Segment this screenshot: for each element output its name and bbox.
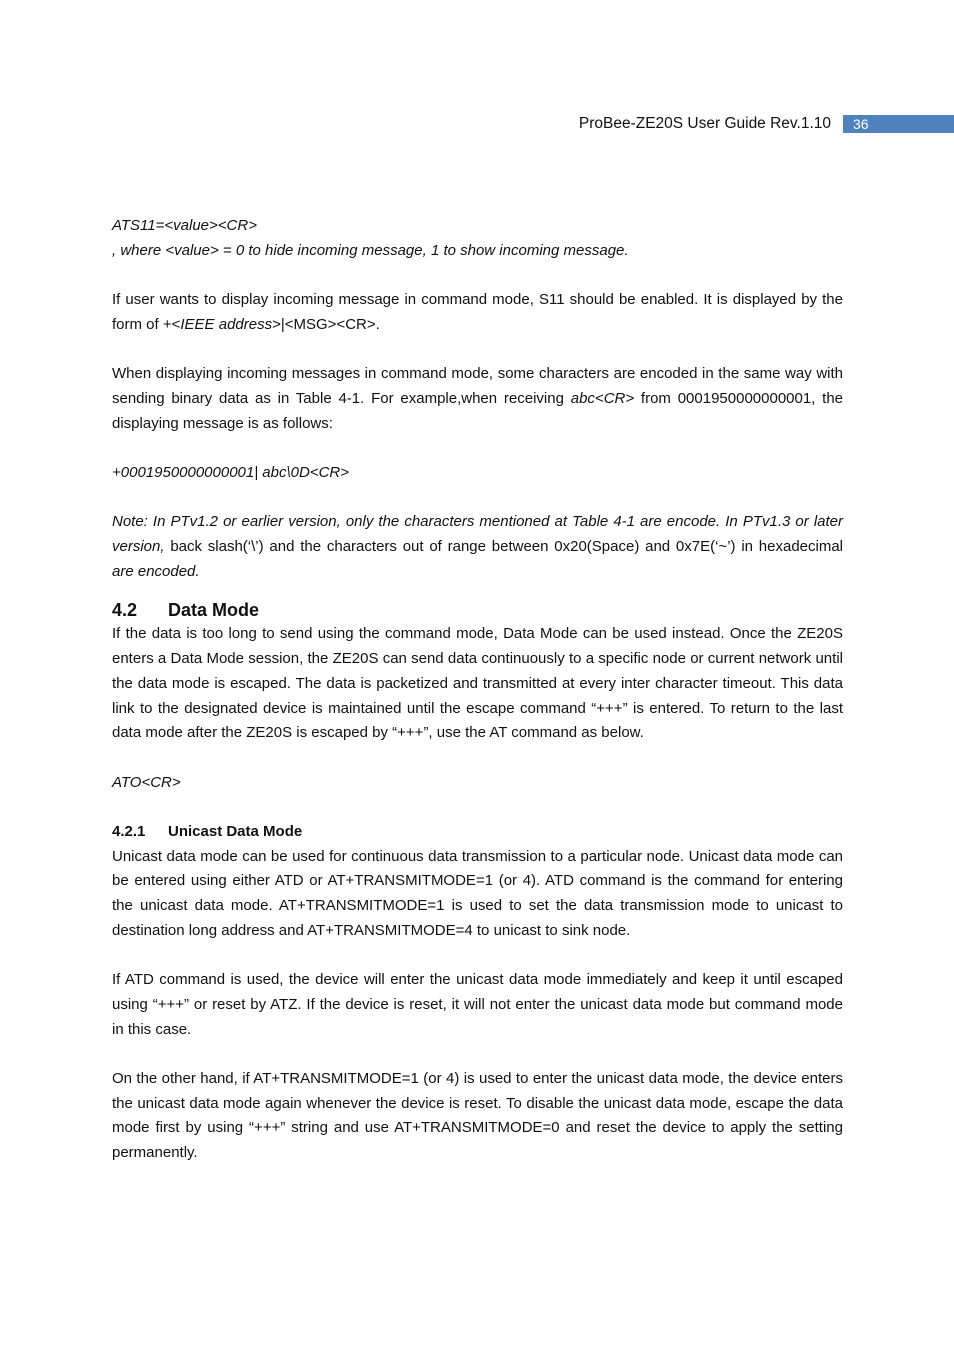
data-mode-paragraph: If the data is too long to send using the command mode, Data Mode can be used instead. Once the ZE20S enters a Data Mode session, the ZE20S can send data continuously to a specific node or current network until the data mode is escaped. The data is packetized and transmitted at every inter character timeout. This data link to the designated device is maintained until the escape command “+++” is entered. To return to the last data mode after the ZE20S is escaped by “+++”, use the AT command as below. bbox=[112, 625, 843, 742]
section-number: 4.2 bbox=[112, 600, 138, 621]
incoming-message-paragraph bbox=[112, 288, 843, 337]
example-message: +0001950000000001| abc\0D<CR> bbox=[112, 463, 350, 481]
note-paragraph bbox=[112, 510, 843, 584]
text-run: from 0001950000000001, the displaying message is as follows: bbox=[112, 389, 844, 432]
unicast-paragraph-2: If ATD command is used, the device will enter the unicast data mode immediately and keep it until escaped using “+++” or reset by ATZ. If the device is reset, it will not enter the unicast data mode but command mode in this case. bbox=[112, 971, 843, 1038]
section-title: Unicast Data Mode bbox=[168, 823, 303, 841]
section-number: 4.2.1 bbox=[112, 823, 146, 841]
abc-cr-text: abc<CR> bbox=[570, 389, 635, 407]
ato-command: ATO<CR> bbox=[112, 773, 181, 791]
ats11-description: , where <value> = 0 to hide incoming message, 1 to show incoming message. bbox=[112, 241, 629, 259]
ieee-address-text: IEEE address bbox=[180, 315, 273, 333]
ats11-command: ATS11=<value><CR> bbox=[112, 217, 257, 234]
page-header bbox=[0, 114, 954, 134]
page-number-badge: 36 bbox=[843, 115, 954, 133]
section-title: Data Mode bbox=[168, 600, 260, 621]
section-heading-4-2-1 bbox=[112, 820, 843, 845]
text-run: >|<MSG><CR>. bbox=[272, 315, 380, 333]
note-text: Note: In PTv1.2 or earlier version, only the characters mentioned at Table 4-1 are encode. In PTv1.3 or later version, bbox=[112, 513, 843, 556]
unicast-paragraph-3: On the other hand, if AT+TRANSMITMODE=1 (or 4) is used to enter the unicast data mode, the device enters the unicast data mode again whenever the device is reset. To disable the unicast data mode, escape the data mode first by using “+++” string and use AT+TRANSMITMODE=0 and reset the device to apply the setting permanently. bbox=[112, 1070, 843, 1162]
note-text-end: are encoded. bbox=[112, 562, 200, 580]
section-heading-4-2 bbox=[112, 598, 843, 622]
page-body bbox=[112, 214, 843, 1166]
text-run: If user wants to display incoming message in command mode, S11 should be enabled. It is displayed by the form of +< bbox=[112, 291, 843, 333]
note-text-plain: back slash(‘\’) and the characters out of range between 0x20(Space) and 0x7E(‘~’) in hexadecimal bbox=[164, 538, 843, 556]
encoding-paragraph bbox=[112, 362, 843, 436]
unicast-paragraph-1: Unicast data mode can be used for continuous data transmission to a particular node. Unicast data mode can be entered using either ATD or AT+TRANSMITMODE=1 (or 4). ATD command is the command for entering the unicast data mode. AT+TRANSMITMODE=1 is used to set the data transmission mode to unicast to destination long address and AT+TRANSMITMODE=4 to unicast to sink node. bbox=[112, 847, 843, 939]
document-title: ProBee-ZE20S User Guide Rev.1.10 bbox=[578, 115, 831, 132]
text-run: When displaying incoming messages in command mode, some characters are encoded in the same way with sending binary data as in Table 4-1. For example,when receiving bbox=[112, 365, 843, 407]
